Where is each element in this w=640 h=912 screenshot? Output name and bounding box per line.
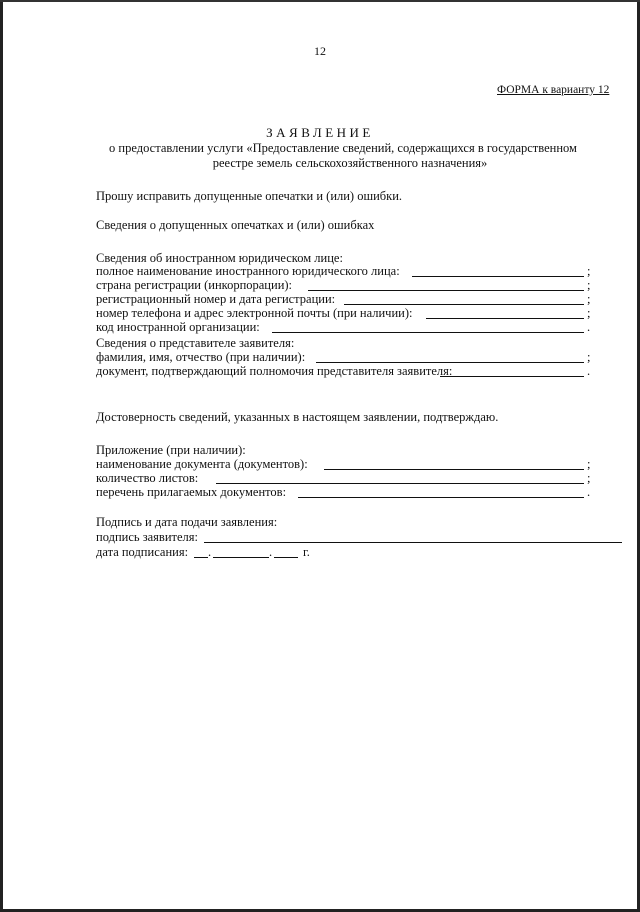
field-doc-name-input-line[interactable] xyxy=(324,469,584,470)
request-text: Прошу исправить допущенные опечатки и (или) ошибки. xyxy=(96,189,403,203)
field-reg-number-input-line[interactable] xyxy=(344,304,584,305)
signature-heading: Подпись и дата подачи заявления: xyxy=(96,515,278,529)
field-org-code-period: . xyxy=(587,320,591,334)
errors-info-text: Сведения о допущенных опечатках и (или) ошибках xyxy=(96,218,375,232)
field-full-name xyxy=(96,264,596,279)
field-org-code-label: код иностранной организации: xyxy=(96,320,260,334)
field-docs-list xyxy=(96,485,596,500)
date-year-suffix: г. xyxy=(303,545,310,559)
date-separator-1: . xyxy=(208,545,212,559)
field-country-input-line[interactable] xyxy=(308,290,584,291)
attachments-heading: Приложение (при наличии): xyxy=(96,443,246,457)
representative-heading: Сведения о представителе заявителя: xyxy=(96,336,295,350)
field-sheets-input-line[interactable] xyxy=(216,483,584,484)
foreign-entity-heading: Сведения об иностранном юридическом лице: xyxy=(96,251,343,265)
field-doc-name-semicolon: ; xyxy=(587,457,591,471)
field-rep-document-label: документ, подтверждающий полномочия представителя заявителя: xyxy=(96,364,453,378)
field-rep-document-input-line[interactable] xyxy=(440,376,584,377)
field-rep-document xyxy=(96,364,596,379)
field-docs-list-period: . xyxy=(587,485,591,499)
field-sheets xyxy=(96,471,596,486)
field-full-name-semicolon: ; xyxy=(587,264,591,278)
field-rep-document-period: . xyxy=(587,364,591,378)
field-rep-fio xyxy=(96,350,596,365)
field-contacts-input-line[interactable] xyxy=(426,318,584,319)
field-full-name-label: полное наименование иностранного юридического лица: xyxy=(96,264,400,278)
field-country-semicolon: ; xyxy=(587,278,591,292)
field-sign-date xyxy=(96,545,396,560)
date-day-line[interactable] xyxy=(194,557,208,558)
date-separator-2: . xyxy=(269,545,273,559)
date-year-line[interactable] xyxy=(274,557,298,558)
scan-edge-top xyxy=(0,0,640,2)
date-month-line[interactable] xyxy=(213,557,269,558)
field-org-code xyxy=(96,320,596,335)
field-country xyxy=(96,278,596,293)
field-contacts-semicolon: ; xyxy=(587,306,591,320)
field-sign-date-label: дата подписания: xyxy=(96,545,189,559)
field-full-name-input-line[interactable] xyxy=(412,276,584,277)
field-signature xyxy=(96,530,626,545)
field-sheets-label: количество листов: xyxy=(96,471,199,485)
field-rep-fio-input-line[interactable] xyxy=(316,362,584,363)
field-reg-number-semicolon: ; xyxy=(587,292,591,306)
form-variant-label: ФОРМА к варианту 12 xyxy=(497,84,610,96)
field-rep-fio-semicolon: ; xyxy=(587,350,591,364)
page-number: 12 xyxy=(314,44,326,58)
field-org-code-input-line[interactable] xyxy=(272,332,584,333)
field-reg-number xyxy=(96,292,596,307)
confirmation-text: Достоверность сведений, указанных в настоящем заявлении, подтверждаю. xyxy=(96,410,499,424)
field-sheets-semicolon: ; xyxy=(587,471,591,485)
field-contacts xyxy=(96,306,596,321)
field-docs-list-input-line[interactable] xyxy=(298,497,584,498)
field-rep-fio-label: фамилия, имя, отчество (при наличии): xyxy=(96,350,306,364)
document-title: ЗАЯВЛЕНИЕ xyxy=(266,125,374,140)
field-country-label: страна регистрации (инкорпорации): xyxy=(96,278,293,292)
field-reg-number-label: регистрационный номер и дата регистрации: xyxy=(96,292,336,306)
field-doc-name xyxy=(96,457,596,472)
field-doc-name-label: наименование документа (документов): xyxy=(96,457,308,471)
field-contacts-label: номер телефона и адрес электронной почты (при наличии): xyxy=(96,306,413,320)
field-docs-list-label: перечень прилагаемых документов: xyxy=(96,485,287,499)
document-subtitle-line-1: о предоставлении услуги «Предоставление сведений, содержащихся в государственном xyxy=(109,141,577,155)
field-signature-label: подпись заявителя: xyxy=(96,530,198,544)
document-subtitle-line-2: реестре земель сельскохозяйственного назначения» xyxy=(212,156,488,170)
field-signature-input-line[interactable] xyxy=(204,542,622,543)
